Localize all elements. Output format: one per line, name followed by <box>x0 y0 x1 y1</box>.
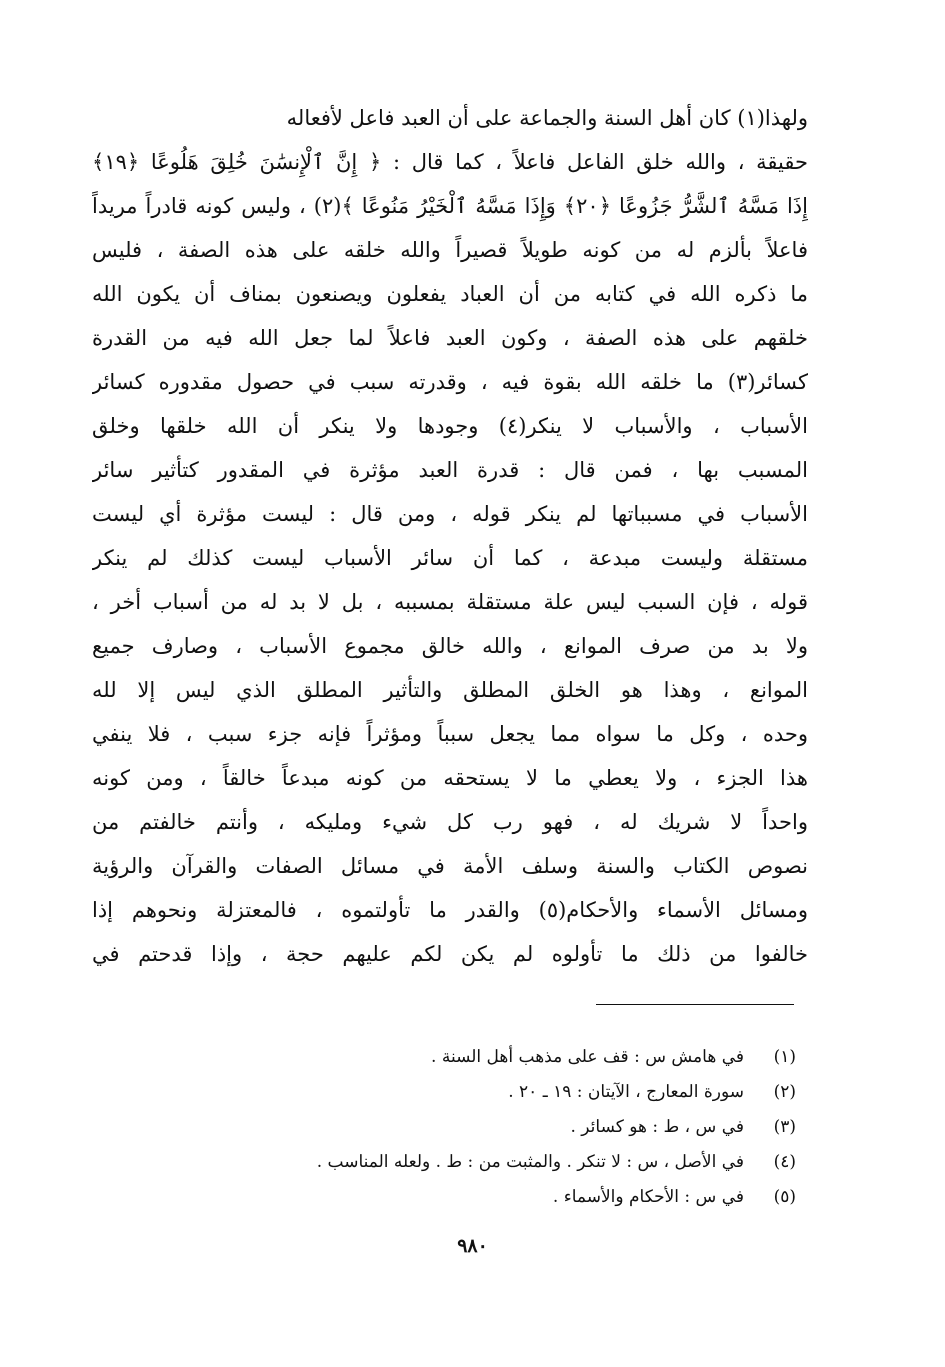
text-line: نصوص الكتاب والسنة وسلف الأمة في مسائل الصفات والقرآن والرؤية <box>92 854 808 878</box>
text-line: ولهذا(١) كان أهل السنة والجماعة على أن العبد فاعل لأفعاله <box>286 106 808 130</box>
footnote-text: سورة المعارج ، الآيتان : ١٩ ـ ٢٠ . <box>508 1082 744 1102</box>
footnote <box>150 1110 796 1145</box>
text-line: وحده ، وكل ما سواه مما يجعل سبباً ومؤثراً فإنه جزء سبب ، فلا ينفي <box>92 722 808 746</box>
text-line: هذا الجزء ، ولا يعطي ما لا يستحقه من كونه مبدعاً خالقاً ، ومن كونه <box>92 766 808 790</box>
text-line: مستقلة وليست مبدعة ، كما أن سائر الأسباب ليست كذلك لم ينكر <box>92 546 808 570</box>
footnotes-block <box>150 1040 796 1215</box>
footnote <box>150 1075 796 1110</box>
text-line: واحداً لا شريك له ، فهو رب كل شيء ومليكه ، وأنتم خالفتم من <box>92 810 808 834</box>
main-text-block <box>92 96 808 976</box>
text-line: المسبب بها ، فمن قال : قدرة العبد مؤثرة في المقدور كتأثير سائر <box>92 458 808 482</box>
footnote-number: (٢) <box>773 1082 796 1102</box>
text-line: كسائر(٣) ما خلقه الله بقوة فيه ، وقدرته سبب في حصول مقدوره كسائر <box>92 370 808 394</box>
footnote <box>150 1180 796 1215</box>
footnote-text: في هامش س : قف على مذهب أهل السنة . <box>431 1047 744 1067</box>
footnote-number: (٤) <box>773 1152 796 1172</box>
text-line: الأسباب في مسبباتها لم ينكر قوله ، ومن قال : ليست مؤثرة أي ليست <box>92 502 808 526</box>
footnote-number: (١) <box>773 1047 796 1067</box>
text-line: حقيقة ، والله خلق الفاعل فاعلاً ، كما قال : ﴿ إِنَّ ٱلْإِنسَٰنَ خُلِقَ هَلُوعًا ﴿١٩﴾ <box>92 150 808 174</box>
text-line: الأسباب ، والأسباب لا ينكر(٤) وجودها ولا ينكر أن الله خلقها وخلق <box>92 414 808 438</box>
footnote <box>150 1145 796 1180</box>
text-line: ما ذكره الله في كتابه من أن العباد يفعلون ويصنعون بمناف أن يكون الله <box>92 282 808 306</box>
footnote-number: (٥) <box>773 1187 796 1207</box>
text-line: ومسائل الأسماء والأحكام(٥) والقدر ما تأولتموه ، فالمعتزلة ونحوهم إذا <box>92 898 808 922</box>
text-line: إِذَا مَسَّهُ ٱلشَّرُّ جَزُوعًا ﴿٢٠﴾ وَإِذَا مَسَّهُ ٱلْخَيْرُ مَنُوعًا ﴾(٢) ، وليس كونه قادراً مريداً <box>92 194 808 218</box>
footnote-text: في س : الأحكام والأسماء . <box>552 1187 744 1207</box>
footnote-number: (٣) <box>773 1117 796 1137</box>
text-line: قوله ، فإن السبب ليس علة مستقلة بمسببه ، بل لا بد له من أسباب أخر ، <box>92 590 808 614</box>
text-line: خالفوا من ذلك ما تأولوه لم يكن لكم عليهم حجة ، وإذا قدحتم في <box>92 942 808 966</box>
footnote-separator-rule <box>596 1004 794 1005</box>
text-line: ولا بد من صرف الموانع ، والله خالق مجموع الأسباب ، وصارف جميع <box>92 634 808 658</box>
text-line: خلقهم على هذه الصفة ، وكون العبد فاعلاً لما جعل الله فيه من القدرة <box>92 326 808 350</box>
text-line: فاعلاً بألزم له من كونه طويلاً قصيراً والله خلقه على هذه الصفة ، فليس <box>92 238 808 262</box>
text-line: الموانع ، وهذا هو الخلق المطلق والتأثير المطلق الذي ليس إلا لله <box>92 678 808 702</box>
footnote-text: في الأصل ، س : لا تنكر . والمثبت من : ط . ولعله المناسب . <box>316 1152 744 1172</box>
footnote-text: في س ، ط : هو كسائر . <box>570 1117 744 1137</box>
page-number: ٩٨٠ <box>457 1235 488 1257</box>
footnote <box>150 1040 796 1075</box>
